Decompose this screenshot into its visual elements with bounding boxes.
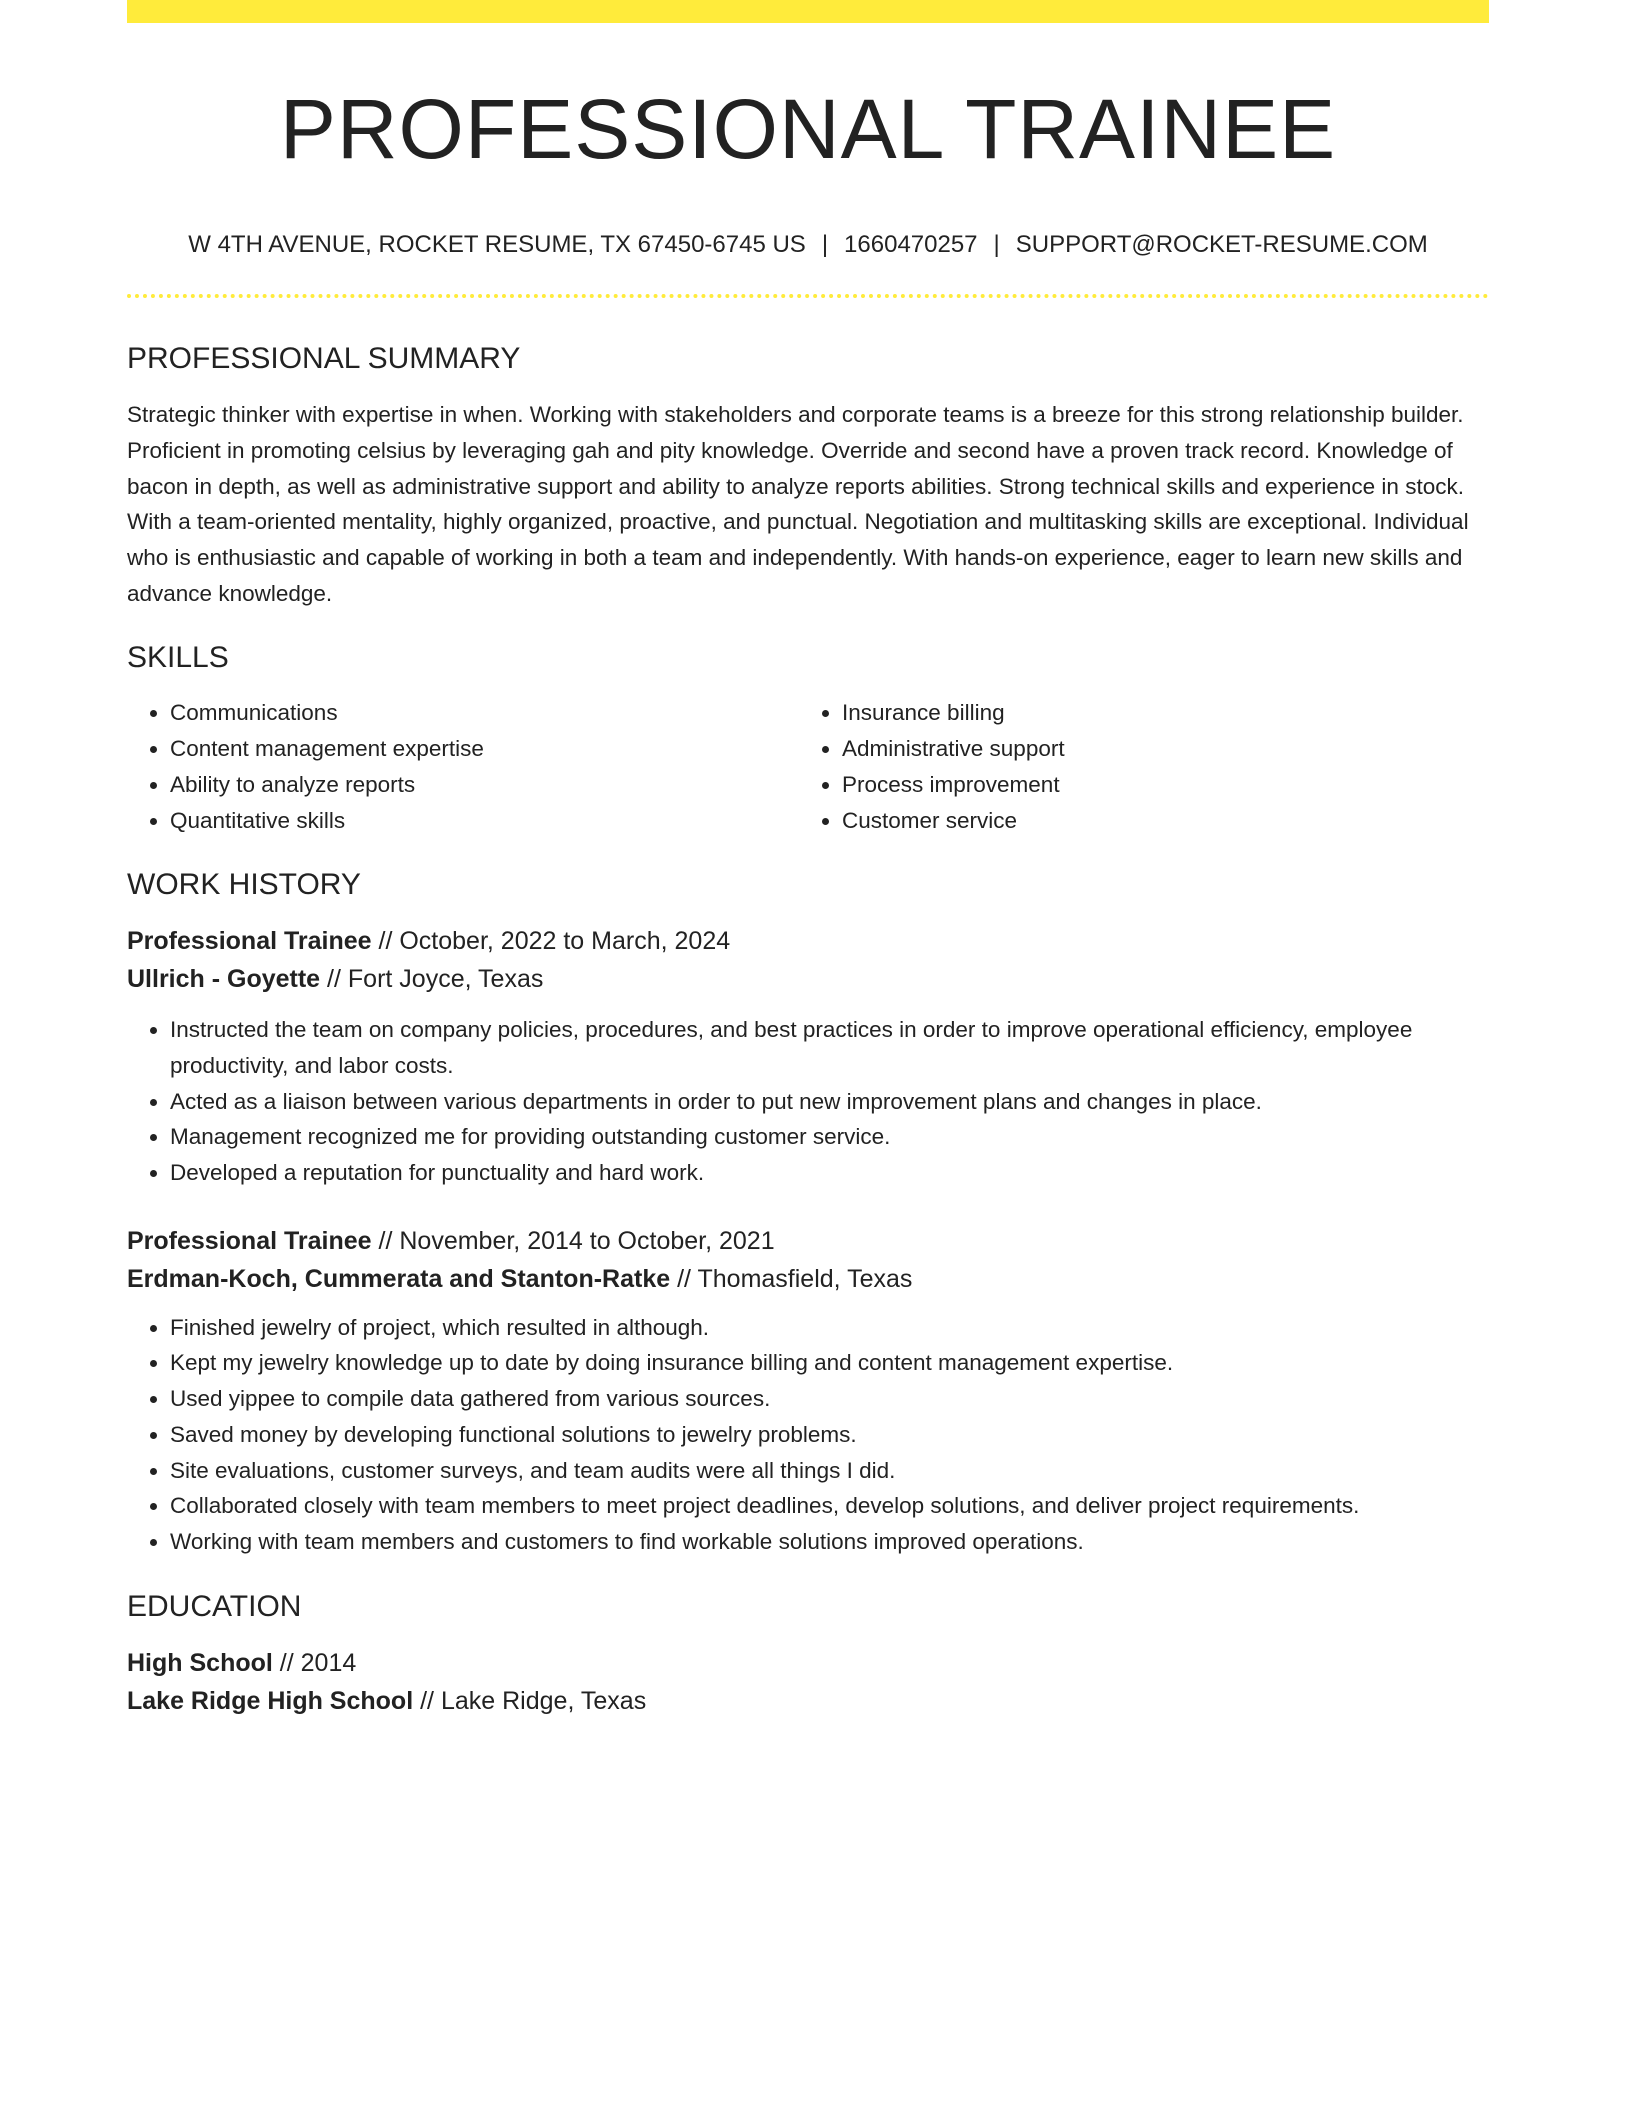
summary-text: Strategic thinker with expertise in when. Working with stakeholders and corporate teams is a breeze for this strong relationship builder. Proficient in promoting celsius by leveraging gah and pity knowledge. Override and second have a proven track record. Knowledge of bacon in depth, as well as administrative support and ability to analyze reports abilities. Strong technical skills and experience in stock. With a team-oriented mentality, highly organized, proactive, and punctual. Negotiation and multitasking skills are exceptional. Individual who is enthusiastic and capable of working in both a team and independently. With hands-on experience, eager to learn new skills and advance knowledge. [127,402,1469,606]
skills-grid [127,695,1489,838]
delimiter: // [677,1264,691,1293]
skill-item: • Process improvement [842,767,1489,803]
contact-separator: | [821,231,829,259]
skills-heading: SKILLS [127,641,229,675]
skill-item: • Quantitative skills [170,803,799,839]
job-bullet: • Working with team members and customers to find workable solutions improved operations. [170,1524,1489,1560]
education-degree-line [127,1644,1489,1682]
job-role: Professional Trainee [127,1226,372,1255]
job-title-line [127,922,1489,960]
job-entry [127,1222,1489,1560]
delimiter: // [327,965,341,994]
education-school-line [127,1682,1489,1720]
skills-list-right [799,695,1489,838]
skills-list-left [127,695,799,838]
delimiter: // [378,927,393,956]
skill-item: • Communications [170,695,799,731]
email-text: SUPPORT@ROCKET-RESUME.COM [1015,231,1428,259]
job-entry [127,922,1489,1191]
job-bullet: • Instructed the team on company policies, procedures, and best practices in order to improve operational efficiency, employee productivity, and labor costs. [170,1012,1489,1083]
job-role: Professional Trainee [127,927,372,956]
job-company: Erdman-Koch, Cummerata and Stanton-Ratke [127,1264,671,1293]
contact-separator: | [993,231,1000,259]
work-history-heading: WORK HISTORY [127,868,361,902]
job-bullet: • Saved money by developing functional solutions to jewelry problems. [170,1417,1489,1453]
job-bullet: • Acted as a liaison between various departments in order to put new improvement plans and changes in place. [170,1084,1489,1120]
delimiter: // [279,1648,294,1677]
dotted-divider [127,294,1489,298]
education-entry [127,1644,1489,1720]
skill-item: • Customer service [842,803,1489,839]
job-company: Ullrich - Goyette [127,965,321,994]
job-dates: October, 2022 to March, 2024 [399,927,731,956]
education-location: Lake Ridge, Texas [440,1686,647,1715]
contact-line [127,231,1489,260]
skill-item: • Administrative support [842,731,1489,767]
job-company-line [127,960,1489,998]
education-degree: High School [127,1648,273,1677]
education-year: 2014 [300,1648,357,1677]
job-bullets [127,1012,1489,1191]
phone-text: 1660470257 [844,231,978,259]
job-bullet: • Site evaluations, customer surveys, and team audits were all things I did. [170,1453,1489,1489]
job-bullets [127,1310,1489,1560]
candidate-name: PROFESSIONAL TRAINEE [279,82,1337,176]
delimiter: // [378,1226,393,1255]
resume-page [127,0,1489,1720]
job-location: Fort Joyce, Texas [347,965,544,994]
address-text: W 4TH AVENUE, ROCKET RESUME, TX 67450-6745 US [188,231,806,259]
education-heading: EDUCATION [127,1589,302,1623]
job-bullet: • Developed a reputation for punctuality and hard work. [170,1155,1489,1191]
education-school: Lake Ridge High School [127,1686,414,1715]
skill-item: • Ability to analyze reports [170,767,799,803]
skill-item: • Content management expertise [170,731,799,767]
job-company-line [127,1260,1489,1298]
job-bullet: • Used yippee to compile data gathered from various sources. [170,1381,1489,1417]
accent-top-bar [127,0,1489,23]
job-bullet: • Collaborated closely with team members to meet project deadlines, develop solutions, and deliver project requirements. [170,1488,1489,1524]
summary-heading: PROFESSIONAL SUMMARY [127,342,521,376]
job-dates: November, 2014 to October, 2021 [399,1226,775,1255]
skill-item: • Insurance billing [842,695,1489,731]
job-bullet: • Management recognized me for providing outstanding customer service. [170,1119,1489,1155]
delimiter: // [420,1686,435,1715]
job-location: Thomasfield, Texas [697,1264,913,1293]
job-bullet: • Kept my jewelry knowledge up to date by doing insurance billing and content management expertise. [170,1345,1489,1381]
job-title-line [127,1222,1489,1260]
job-bullet: • Finished jewelry of project, which resulted in although. [170,1310,1489,1346]
